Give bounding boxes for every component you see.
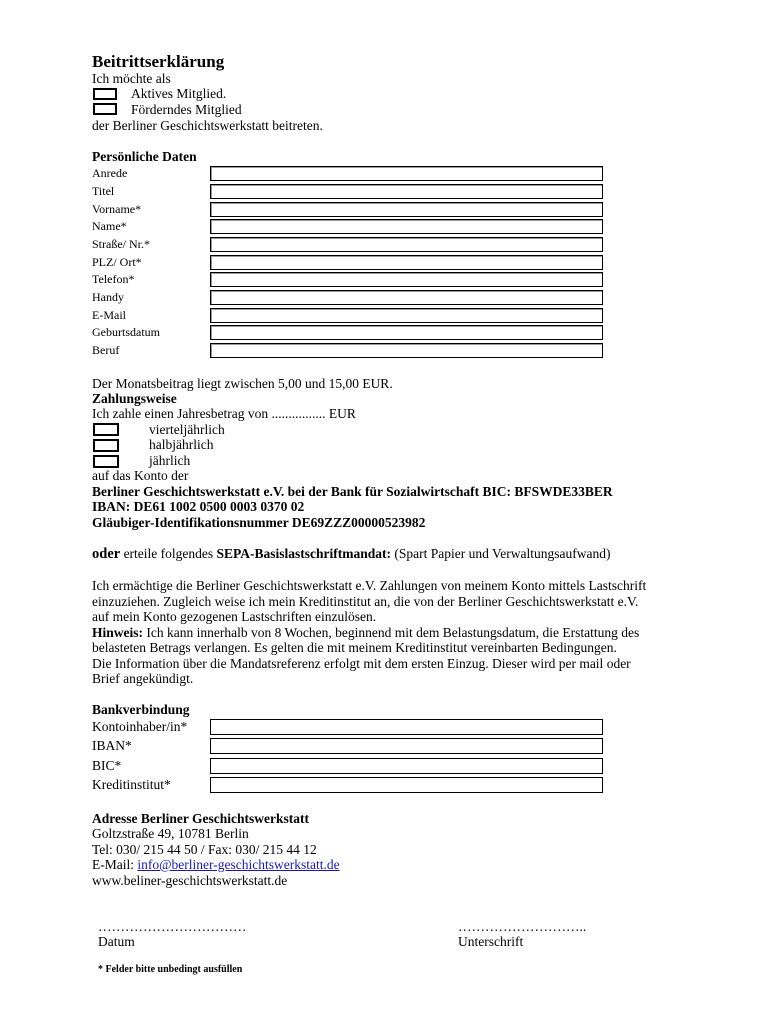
option-supporting-member-label: Förderndes Mitglied xyxy=(131,102,242,117)
field-label-email: E-Mail xyxy=(92,308,126,322)
field-label-titel: Titel xyxy=(92,184,115,198)
sepa-paragraph-line-2: einzuziehen. Zugleich weise ich mein Kreditinstitut an, die von der Berliner Geschichtswerkstatt e.V. xyxy=(92,594,639,609)
field-label-bank-name: Kreditinstitut* xyxy=(92,777,171,792)
intro-end-line: der Berliner Geschichtswerkstatt beitreten. xyxy=(92,118,323,133)
sepa-mandate-label: SEPA-Basislastschriftmandat: xyxy=(216,546,392,561)
hint-line-4: Brief angekündigt. xyxy=(92,671,194,686)
sepa-paragraph-line-3: auf mein Konto gezogenen Lastschriften einzulösen. xyxy=(92,609,377,624)
input-anrede[interactable] xyxy=(210,166,603,181)
input-account-holder[interactable] xyxy=(210,719,603,735)
bank-details-line: Berliner Geschichtswerkstatt e.V. bei der Bank für Sozialwirtschaft BIC: BFSWDE33BER xyxy=(92,484,613,499)
field-label-strasse: Straße/ Nr.* xyxy=(92,237,150,251)
option-half-yearly-label: halbjährlich xyxy=(149,437,214,452)
checkbox-yearly[interactable] xyxy=(93,455,119,468)
address-heading: Adresse Berliner Geschichtswerkstatt xyxy=(92,811,309,826)
field-label-name: Name* xyxy=(92,219,127,233)
hint-line-2: belasteten Betrags verlangen. Es gelten die mit meinem Kreditinstitut vereinbarten Bedingungen. xyxy=(92,640,617,655)
date-label: Datum xyxy=(98,934,135,949)
checkbox-quarterly[interactable] xyxy=(93,423,119,436)
input-name[interactable] xyxy=(210,219,603,234)
input-telefon[interactable] xyxy=(210,272,603,287)
input-bic[interactable] xyxy=(210,758,603,774)
checkbox-half-yearly[interactable] xyxy=(93,439,119,452)
field-label-vorname: Vorname* xyxy=(92,202,142,216)
sepa-text-1: erteile folgendes xyxy=(120,546,217,561)
hint-line-1 xyxy=(92,625,639,641)
address-phone: Tel: 030/ 215 44 50 / Fax: 030/ 215 44 12 xyxy=(92,842,317,857)
signature-line: ……………………….. xyxy=(458,919,587,934)
email-label: E-Mail: xyxy=(92,857,138,872)
field-label-plz-ort: PLZ/ Ort* xyxy=(92,255,142,269)
input-plz-ort[interactable] xyxy=(210,255,603,270)
sepa-mandate-line xyxy=(92,546,611,562)
sepa-text-2: (Spart Papier und Verwaltungsaufwand) xyxy=(391,546,611,561)
date-line: …………………………… xyxy=(98,919,247,934)
intro-line: Ich möchte als xyxy=(92,71,171,86)
hint-text-1: Ich kann innerhalb von 8 Wochen, beginnend mit dem Belastungsdatum, die Erstattung des xyxy=(143,625,640,640)
page-title: Beitrittserklärung xyxy=(92,52,225,71)
field-label-iban: IBAN* xyxy=(92,738,132,753)
option-quarterly-label: vierteljährlich xyxy=(149,422,225,437)
input-vorname[interactable] xyxy=(210,202,603,217)
field-label-geburtsdatum: Geburtsdatum xyxy=(92,325,160,339)
personal-data-heading: Persönliche Daten xyxy=(92,149,197,164)
required-fields-note: * Felder bitte unbedingt ausfüllen xyxy=(98,964,243,975)
checkbox-supporting-member[interactable] xyxy=(93,103,117,115)
oder-label: oder xyxy=(92,546,121,562)
field-label-beruf: Beruf xyxy=(92,343,120,357)
field-label-anrede: Anrede xyxy=(92,166,128,180)
payment-heading: Zahlungsweise xyxy=(92,391,177,406)
option-yearly-label: jährlich xyxy=(149,453,191,468)
field-label-telefon: Telefon* xyxy=(92,272,135,286)
field-label-account-holder: Kontoinhaber/in* xyxy=(92,719,188,734)
checkbox-active-member[interactable] xyxy=(93,88,117,100)
option-active-member-label: Aktives Mitglied. xyxy=(131,86,227,101)
account-intro: auf das Konto der xyxy=(92,468,189,483)
input-bank-name[interactable] xyxy=(210,777,603,793)
annual-amount-line: Ich zahle einen Jahresbetrag von ................ EUR xyxy=(92,406,356,421)
input-handy[interactable] xyxy=(210,290,603,305)
address-website: www.beliner-geschichtswerkstatt.de xyxy=(92,873,288,888)
bank-heading: Bankverbindung xyxy=(92,702,190,717)
address-email-line xyxy=(92,857,340,873)
input-geburtsdatum[interactable] xyxy=(210,325,603,340)
input-strasse[interactable] xyxy=(210,237,603,252)
hint-line-3: Die Information über die Mandatsreferenz erfolgt mit dem ersten Einzug. Dieser wird per mail oder xyxy=(92,656,631,671)
field-label-handy: Handy xyxy=(92,290,124,304)
signature-label: Unterschrift xyxy=(458,934,524,949)
creditor-id-line: Gläubiger-Identifikationsnummer DE69ZZZ00000523982 xyxy=(92,515,426,530)
fee-note: Der Monatsbeitrag liegt zwischen 5,00 und 15,00 EUR. xyxy=(92,376,393,391)
input-titel[interactable] xyxy=(210,184,603,199)
address-street: Goltzstraße 49, 10781 Berlin xyxy=(92,826,249,841)
input-beruf[interactable] xyxy=(210,343,603,358)
field-label-bic: BIC* xyxy=(92,758,122,773)
email-link[interactable]: info@berliner-geschichtswerkstatt.de xyxy=(137,857,340,872)
iban-line: IBAN: DE61 1002 0500 0003 0370 02 xyxy=(92,499,305,514)
hint-label: Hinweis: xyxy=(92,625,144,640)
sepa-paragraph-line-1: Ich ermächtige die Berliner Geschichtswerkstatt e.V. Zahlungen von meinem Konto mittels Lastschrift xyxy=(92,578,647,593)
input-email[interactable] xyxy=(210,308,603,323)
input-iban[interactable] xyxy=(210,738,603,754)
